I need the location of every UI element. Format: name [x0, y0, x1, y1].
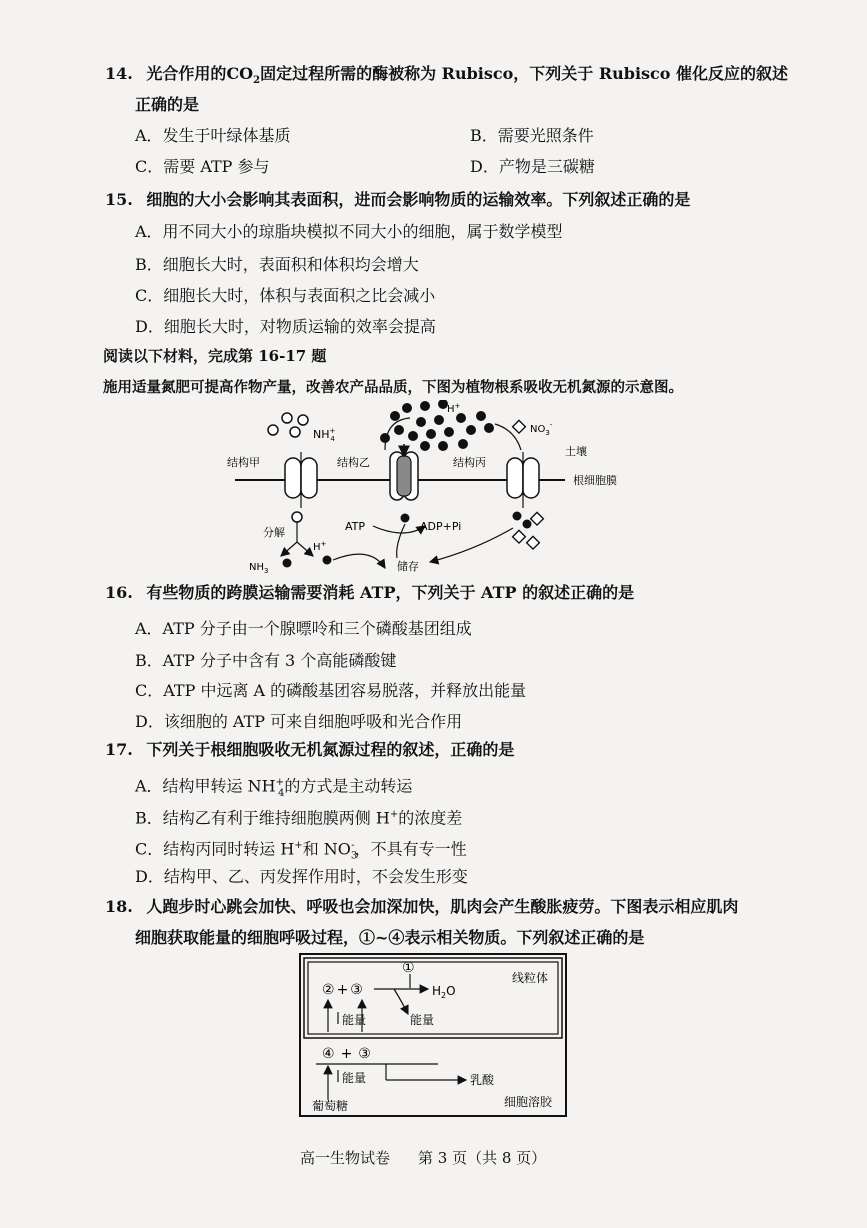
q17-a-sup: + [275, 777, 284, 788]
structure-b-label: 结构乙 [337, 456, 370, 469]
nh4-molecule [282, 413, 292, 423]
q16-option-a[interactable]: A．ATP 分子由一个腺嘌呤和三个磷酸基团组成 [135, 619, 472, 638]
energy-label-mito: 能量 [410, 1013, 435, 1027]
q17-stem-text: 下列关于根细胞吸收无机氮源过程的叙述，正确的是 [146, 740, 515, 759]
q15-stem-text: 细胞的大小会影响其表面积，进而会影响物质的运输效率。下列叙述正确的是 [146, 190, 691, 209]
h-ion [401, 514, 410, 523]
footer-page-number: 第 3 页（共 8 页） [418, 1149, 547, 1167]
q17-c-sup: + [294, 840, 303, 851]
q17-a-text: A．结构甲转运 NH [135, 776, 276, 796]
h-ion-label: H+ [313, 540, 327, 553]
structure-b-transporter [390, 444, 418, 500]
structure-a-transporter [285, 452, 317, 508]
no3-label: $NO_3^-$ [530, 421, 553, 437]
q18-stem-line1: 人跑步时心跳会加快、呼吸也会加深加快，肌肉会产生酸胀疲劳。下图表示相应肌肉 [146, 897, 739, 916]
q16-option-b[interactable]: B．ATP 分子中含有 3 个高能磷酸键 [135, 651, 397, 670]
material-text: 施用适量氮肥可提高作物产量，改善农产品品质，下图为植物根系吸收无机氮源的示意图。 [103, 379, 683, 396]
h-ion [513, 512, 522, 521]
mito-reactants: ② + ③ [322, 982, 363, 998]
soil-label: 土壤 [565, 445, 587, 458]
q14-option-a[interactable]: A．发生于叶绿体基质 [135, 126, 291, 145]
nh4-molecule [292, 512, 302, 522]
store-label: 储存 [397, 560, 419, 573]
q17-b-post: 的浓度差 [398, 808, 463, 828]
h-ion [283, 559, 292, 568]
q17-option-a[interactable] [135, 772, 412, 805]
q18-stem [105, 896, 738, 918]
h-ion [323, 556, 332, 565]
membrane-label: 根细胞膜 [573, 474, 617, 487]
nitrogen-uptake-diagram [225, 400, 665, 580]
co2-formula: CO [226, 64, 254, 83]
no3-molecule [531, 512, 544, 525]
no3-molecule [513, 420, 526, 433]
q17-option-c[interactable] [135, 835, 467, 868]
structure-c-label: 结构丙 [453, 456, 486, 469]
q17-c-mid: 和 NO [302, 839, 351, 859]
cytosol-reactants: ④ + ③ [322, 1046, 371, 1062]
q17-c-sup2: - [351, 840, 355, 851]
q17-c-sub: 3 [350, 850, 358, 862]
q17-option-b[interactable] [135, 804, 462, 829]
q15-option-b[interactable]: B．细胞长大时，表面积和体积均会增大 [135, 255, 419, 274]
lactate-label: 乳酸 [470, 1073, 495, 1087]
q14-stem-line2: 正确的是 [135, 95, 200, 114]
q18-stem-line2: 细胞获取能量的细胞呼吸过程，①~④表示相关物质。下列叙述正确的是 [135, 928, 645, 947]
q17-number: 17. [105, 740, 133, 759]
material-heading: 阅读以下材料，完成第 16-17 题 [103, 347, 327, 365]
no3-molecule [527, 536, 540, 549]
q17-a-sub: 4 [278, 787, 285, 799]
h-ion [523, 520, 532, 529]
h-ion-top-label: H+ [447, 402, 461, 415]
q17-b-sup: + [389, 809, 399, 820]
q14-stem [105, 63, 788, 92]
energy-label-mito2: 能量 [342, 1013, 367, 1027]
decompose-label: 分解 [263, 526, 285, 539]
nh4-label: NH+ 4 [313, 427, 336, 443]
substance-1: ① [402, 960, 415, 976]
q17-a-post: 的方式是主动转运 [284, 776, 413, 796]
q17-option-d[interactable]: D．结构甲、乙、丙发挥作用时，不会发生形变 [135, 867, 468, 886]
nh4-molecule [298, 415, 308, 425]
cytosol-label: 细胞溶胶 [504, 1095, 553, 1109]
water-label: $H_2O$ [432, 984, 456, 1000]
nh4-molecule [268, 425, 278, 435]
q15-option-c[interactable]: C．细胞长大时，体积与表面积之比会减小 [135, 286, 436, 305]
q16-stem [105, 582, 634, 604]
q14-option-d[interactable]: D．产物是三碳糖 [470, 157, 595, 176]
energy-label-cytosol: 能量 [342, 1071, 367, 1085]
adp-pi-label: ADP+Pi [420, 520, 462, 533]
q17-stem [105, 739, 514, 761]
nh3-label: $NH_3$ [249, 562, 269, 575]
respiration-diagram [298, 952, 570, 1120]
q16-option-d[interactable]: D．该细胞的 ATP 可来自细胞呼吸和光合作用 [135, 712, 463, 731]
co2-subscript: 2 [253, 75, 261, 87]
q17-c-post: ，不具有专一性 [354, 839, 467, 859]
q17-c-text: C．结构丙同时转运 H [135, 839, 295, 859]
q15-number: 15. [105, 190, 133, 209]
q17-b-text: B．结构乙有利于维持细胞膜两侧 H [135, 808, 390, 828]
h-ion-cluster [380, 400, 494, 451]
no3-molecule [513, 530, 526, 543]
q15-option-a[interactable]: A．用不同大小的琼脂块模拟不同大小的细胞，属于数学模型 [135, 222, 563, 241]
q16-number: 16. [105, 583, 133, 602]
q14-stem-pre: 光合作用的 [146, 64, 227, 83]
q16-stem-text: 有些物质的跨膜运输需要消耗 ATP，下列关于 ATP 的叙述正确的是 [146, 583, 635, 602]
q14-option-b[interactable]: B．需要光照条件 [470, 126, 594, 145]
q16-option-c[interactable]: C．ATP 中远离 A 的磷酸基团容易脱落，并释放出能量 [135, 681, 527, 700]
atp-label: ATP [345, 520, 366, 533]
q14-stem-post: 固定过程所需的酶被称为 Rubisco，下列关于 Rubisco 催化反应的叙述 [260, 64, 789, 83]
q18-number: 18. [105, 897, 133, 916]
structure-c-transporter [507, 452, 539, 508]
q14-option-c[interactable]: C．需要 ATP 参与 [135, 157, 270, 176]
structure-a-label: 结构甲 [227, 456, 260, 469]
q14-number: 14. [105, 64, 133, 83]
q15-stem [105, 189, 690, 211]
mitochondrion-label: 线粒体 [512, 971, 549, 985]
q15-option-d[interactable]: D．细胞长大时，对物质运输的效率会提高 [135, 317, 436, 336]
nh4-molecule [290, 427, 300, 437]
footer-subject: 高一生物试卷 [300, 1149, 391, 1167]
glucose-label: 葡萄糖 [312, 1099, 349, 1113]
